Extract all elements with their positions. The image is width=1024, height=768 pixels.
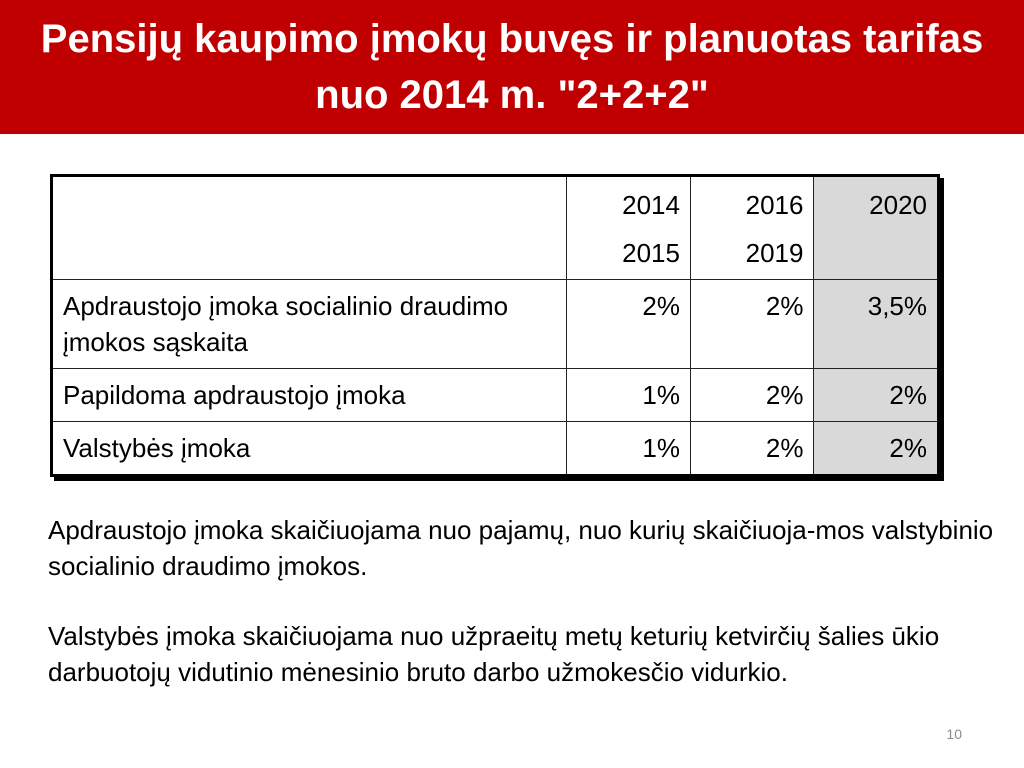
header-year-end: 2015: [622, 238, 680, 268]
note-paragraph: Apdraustojo įmoka skaičiuojama nuo pajamų, nuo kurių skaičiuoja-mos valstybinio socialinio draudimo įmokos.: [48, 515, 994, 581]
slide-title: Pensijų kaupimo įmokų buvęs ir planuotas tarifas nuo 2014 m. "2+2+2": [40, 17, 984, 117]
header-2020: [814, 176, 939, 280]
title-bar: [0, 0, 1024, 134]
table-row: [52, 369, 939, 422]
header-2014-2015: [567, 176, 691, 280]
notes: [48, 512, 998, 724]
row-label: Valstybės įmoka: [52, 422, 567, 476]
header-year-start: 2020: [869, 190, 927, 220]
row-label: Papildoma apdraustojo įmoka: [52, 369, 567, 422]
rate-value: 1%: [567, 369, 691, 422]
rate-value: 2%: [814, 422, 939, 476]
rates-table: [50, 174, 940, 477]
rate-value: 2%: [690, 280, 814, 369]
row-label: Apdraustojo įmoka socialinio draudimo įmokos sąskaita: [52, 280, 567, 369]
table-header-row: [52, 176, 939, 280]
header-empty-cell: [52, 176, 567, 280]
rate-value: 2%: [567, 280, 691, 369]
table-row: [52, 422, 939, 476]
header-year-start: 2016: [745, 190, 804, 220]
header-year-end: 2019: [745, 238, 804, 268]
table-row: [52, 280, 939, 369]
header-year-start: 2014: [622, 190, 680, 220]
rate-value: 1%: [567, 422, 691, 476]
rate-value: 2%: [690, 422, 814, 476]
note-paragraph: Valstybės įmoka skaičiuojama nuo užpraeitų metų keturių ketvirčių šalies ūkio darbuotojų vidutinio mėnesinio bruto darbo užmokesčio vidurkio.: [48, 621, 940, 687]
header-2016-2019: [690, 176, 814, 280]
page-number: 10: [946, 726, 962, 742]
rate-value: 2%: [814, 369, 939, 422]
rate-value: 2%: [690, 369, 814, 422]
rate-value: 3,5%: [814, 280, 939, 369]
rates-table-container: [50, 174, 940, 477]
